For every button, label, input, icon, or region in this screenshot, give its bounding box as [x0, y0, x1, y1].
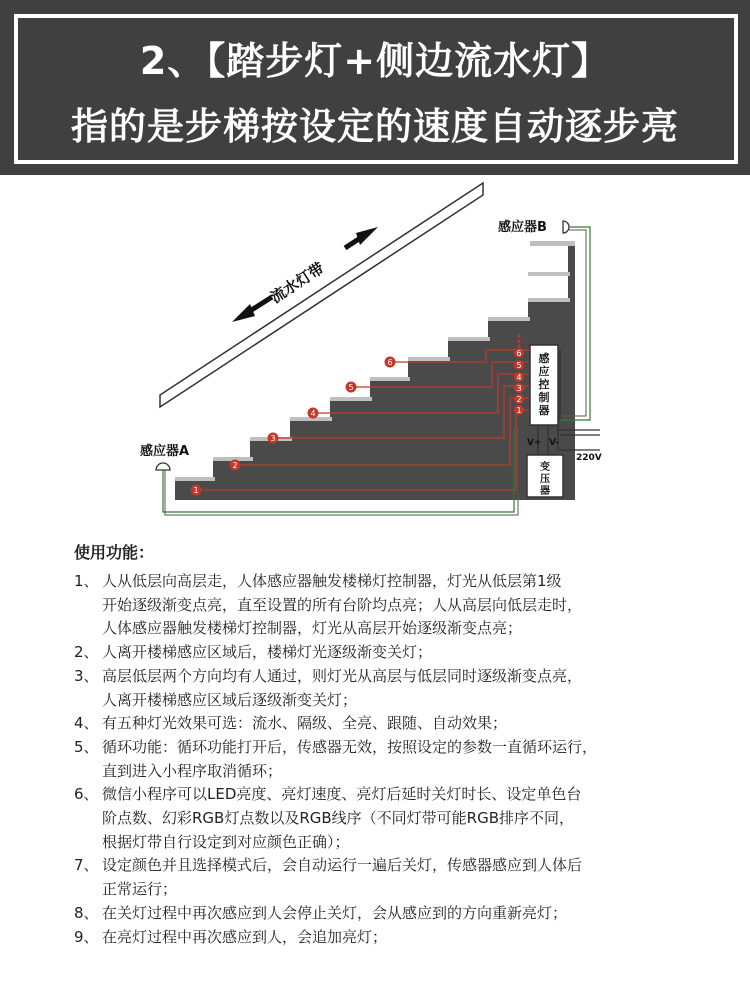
feature-text-line: 人体感应器触发楼梯灯控制器，灯光从高层开始逐级渐变点亮；	[102, 619, 523, 638]
transformer-char-2: 压	[540, 474, 550, 485]
feature-number: 4、	[74, 714, 99, 733]
feature-text-line: 在关灯过程中再次感应到人会停止关灯，会从感应到的方向重新亮灯；	[102, 903, 568, 922]
channel-label-4: 4	[516, 373, 522, 382]
feature-text-line: 人离开楼梯感应区域后逐级渐变关灯；	[102, 690, 358, 709]
feature-text-line: 阶点数、幻彩RGB灯点数以及RGB线序（不同灯带可能RGB排序不同，	[102, 809, 575, 828]
feature-number: 3、	[74, 666, 99, 685]
header-banner	[0, 0, 750, 175]
controller-box	[530, 345, 560, 425]
step-marker-label-3: 3	[270, 434, 276, 443]
channel-label-1: 1	[516, 406, 522, 415]
transformer-char-3: 器	[540, 486, 550, 497]
feature-number: 5、	[74, 737, 99, 756]
feature-number: 6、	[74, 785, 99, 804]
channel-marker-4	[514, 372, 524, 382]
channel-label-6: 6	[516, 349, 522, 358]
feature-text-line: 开始逐级渐变点亮，直至设置的所有台阶均点亮；人从高层向低层走时，	[102, 595, 583, 614]
feature-number: 1、	[74, 572, 99, 590]
feature-text-line: 人离开楼梯感应区域后，楼梯灯光逐级渐变关灯；	[102, 643, 433, 662]
feature-number: 7、	[74, 856, 99, 875]
step-marker-label-6: 6	[387, 358, 393, 367]
feature-text-line: 设定颜色并且选择模式后，会自动运行一遍后关灯，传感器感应到人体后	[102, 856, 583, 875]
feature-item	[74, 641, 714, 665]
channel-label-2: 2	[516, 395, 522, 404]
sensor-b-label: 感应器B	[498, 220, 547, 235]
feature-text-line: 人从低层向高层走，人体感应器触发楼梯灯控制器，灯光从低层第1级	[102, 572, 562, 590]
section-title: 使用功能：	[74, 543, 155, 562]
feature-text-line: 有五种灯光效果可选：流水、隔级、全亮、跟随、自动效果；	[102, 714, 508, 733]
step-marker-label-1: 1	[193, 486, 199, 495]
controller-char-2: 应	[538, 365, 550, 378]
feature-text-line: 正常运行；	[102, 880, 178, 899]
header-title-line1: 2、【踏步灯+侧边流水灯】	[139, 39, 611, 83]
step-marker-label-2: 2	[232, 461, 238, 470]
transformer-box	[527, 455, 563, 497]
vplus-label: V+	[527, 438, 542, 448]
channel-marker-3	[514, 383, 524, 393]
channel-marker-2	[514, 394, 524, 404]
channel-label-3: 3	[516, 384, 522, 393]
feature-list	[74, 570, 714, 949]
step-marker-3	[268, 433, 279, 444]
header-title-line2: 指的是步梯按设定的速度自动逐步亮	[71, 105, 679, 148]
feature-item	[74, 926, 714, 950]
step-marker-4	[308, 408, 319, 419]
step-marker-6	[385, 357, 396, 368]
feature-text-line: 微信小程序可以LED亮度、亮灯速度、亮灯后延时关灯时长、设定单色台	[102, 785, 582, 804]
step-marker-label-4: 4	[310, 409, 316, 418]
channel-marker-1	[514, 405, 524, 415]
controller-char-3: 控	[538, 378, 550, 391]
sensor-a-label: 感应器A	[140, 444, 190, 459]
controller-char-1: 感	[538, 352, 550, 365]
feature-text-line: 根据灯带自行设定到对应颜色正确）；	[102, 832, 350, 851]
feature-number: 8、	[74, 903, 99, 922]
channel-marker-6	[514, 348, 524, 358]
transformer-char-1: 变	[540, 462, 550, 473]
feature-text-line: 高层低层两个方向均有人通过，则灯光从高层与低层同时逐级渐变点亮，	[102, 666, 583, 685]
strip-label: 流水灯带	[267, 258, 328, 307]
step-marker-5	[346, 382, 357, 393]
feature-item	[74, 854, 714, 901]
feature-item	[74, 712, 714, 736]
vminus-label: V-	[549, 438, 560, 448]
feature-item	[74, 902, 714, 926]
feature-item	[74, 736, 714, 783]
feature-item	[74, 665, 714, 712]
feature-text-line: 循环功能：循环功能打开后，传感器无效，按照设定的参数一直循环运行，	[102, 737, 598, 756]
feature-number: 9、	[74, 927, 99, 946]
stair-wiring-diagram	[0, 175, 750, 535]
feature-item	[74, 570, 714, 641]
feature-text-line: 直到进入小程序取消循环；	[102, 761, 283, 780]
feature-item	[74, 783, 714, 854]
feature-text-line: 在亮灯过程中再次感应到人，会追加亮灯；	[102, 927, 388, 946]
channel-marker-5	[514, 360, 524, 370]
controller-char-4: 制	[538, 391, 550, 404]
voltage-label: 220V	[576, 453, 602, 463]
controller-char-5: 器	[538, 404, 550, 417]
step-marker-1	[191, 485, 202, 496]
feature-number: 2、	[74, 643, 99, 662]
step-marker-2	[230, 460, 241, 471]
step-marker-label-5: 5	[348, 383, 354, 392]
channel-label-5: 5	[516, 361, 522, 370]
